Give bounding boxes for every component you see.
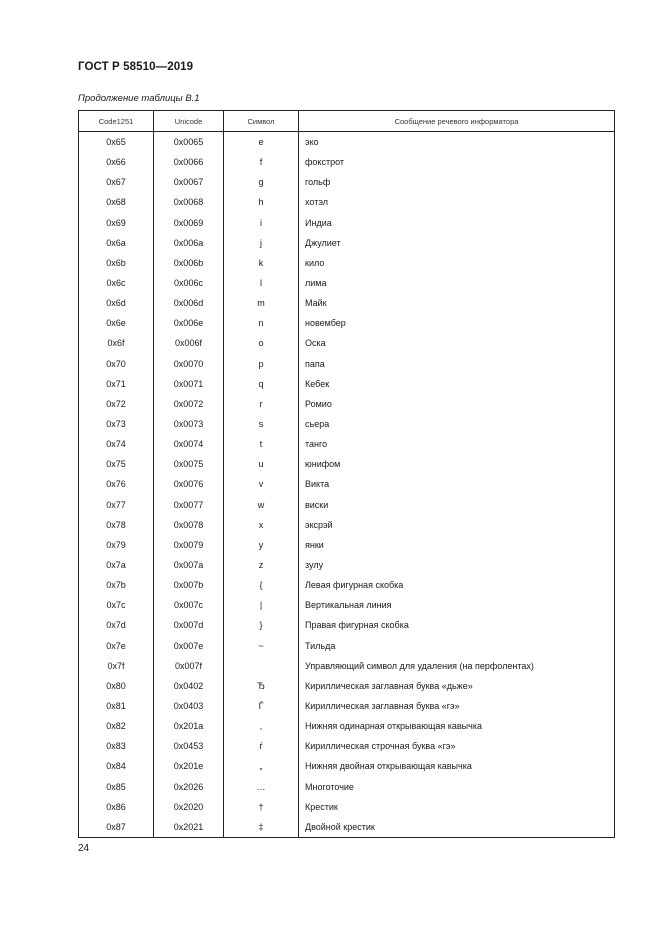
cell-message: папа bbox=[305, 358, 325, 369]
cell-symbol: v bbox=[224, 474, 299, 494]
cell-code1251: 0x6c bbox=[79, 273, 154, 293]
cell-code1251: 0x69 bbox=[79, 213, 154, 233]
cell-symbol: o bbox=[224, 333, 299, 353]
cell-symbol: z bbox=[224, 555, 299, 575]
cell-code1251: 0x7f bbox=[79, 656, 154, 676]
table-row bbox=[79, 736, 614, 756]
cell-unicode: 0x0072 bbox=[154, 394, 224, 414]
cell-symbol: l bbox=[224, 273, 299, 293]
cell-unicode: 0x0065 bbox=[154, 132, 224, 152]
cell-message: Кебек bbox=[305, 378, 330, 389]
header-symbol: Символ bbox=[224, 111, 299, 131]
cell-unicode: 0x0069 bbox=[154, 213, 224, 233]
table-row bbox=[79, 656, 614, 676]
cell-code1251: 0x77 bbox=[79, 495, 154, 515]
page-number: 24 bbox=[78, 843, 90, 854]
cell-message: хотэл bbox=[305, 197, 328, 208]
cell-code1251: 0x87 bbox=[79, 817, 154, 837]
table-row bbox=[79, 273, 614, 293]
cell-code1251: 0x7b bbox=[79, 575, 154, 595]
cell-symbol: m bbox=[224, 293, 299, 313]
cell-unicode: 0x0402 bbox=[154, 676, 224, 696]
table-row bbox=[79, 233, 614, 253]
table-row bbox=[79, 172, 614, 192]
cell-symbol: ѓ bbox=[224, 736, 299, 756]
cell-unicode: 0x007e bbox=[154, 636, 224, 656]
cell-symbol: … bbox=[224, 777, 299, 797]
table-row bbox=[79, 293, 614, 313]
cell-symbol: t bbox=[224, 434, 299, 454]
table-row bbox=[79, 394, 614, 414]
table-row bbox=[79, 253, 614, 273]
cell-code1251: 0x67 bbox=[79, 172, 154, 192]
cell-message: Вертикальная линия bbox=[305, 600, 392, 611]
cell-symbol: † bbox=[224, 797, 299, 817]
table-row bbox=[79, 333, 614, 353]
cell-code1251: 0x66 bbox=[79, 152, 154, 172]
cell-message: Кириллическая заглавная буква «гэ» bbox=[305, 701, 460, 711]
cell-message: Ромио bbox=[305, 398, 332, 409]
table-row bbox=[79, 797, 614, 817]
cell-message: Тильда bbox=[305, 640, 336, 651]
cell-message: юнифом bbox=[305, 459, 341, 470]
table-row bbox=[79, 817, 614, 837]
cell-unicode: 0x2020 bbox=[154, 797, 224, 817]
cell-code1251: 0x65 bbox=[79, 132, 154, 152]
cell-code1251: 0x86 bbox=[79, 797, 154, 817]
table-row bbox=[79, 615, 614, 635]
cell-message: Двойной крестик bbox=[305, 821, 375, 832]
cell-unicode: 0x0073 bbox=[154, 414, 224, 434]
cell-message: гольф bbox=[305, 177, 331, 188]
table-row bbox=[79, 354, 614, 374]
cell-message: Майк bbox=[305, 298, 327, 309]
table-row bbox=[79, 414, 614, 434]
table-row bbox=[79, 313, 614, 333]
cell-message: фокстрот bbox=[305, 157, 345, 168]
cell-code1251: 0x76 bbox=[79, 474, 154, 494]
cell-unicode: 0x007d bbox=[154, 615, 224, 635]
table-caption: Продолжение таблицы В.1 bbox=[78, 93, 200, 104]
cell-unicode: 0x201a bbox=[154, 716, 224, 736]
cell-unicode: 0x007c bbox=[154, 595, 224, 615]
table-row bbox=[79, 636, 614, 656]
table-row bbox=[79, 555, 614, 575]
cell-message: зулу bbox=[305, 560, 324, 571]
cell-symbol: w bbox=[224, 495, 299, 515]
header-code1251: Code1251 bbox=[79, 111, 154, 131]
cell-message: янки bbox=[305, 539, 324, 550]
cell-unicode: 0x007b bbox=[154, 575, 224, 595]
table-row bbox=[79, 696, 614, 716]
cell-unicode: 0x0070 bbox=[154, 354, 224, 374]
cell-symbol: n bbox=[224, 313, 299, 333]
cell-symbol: } bbox=[224, 615, 299, 635]
cell-symbol: j bbox=[224, 233, 299, 253]
cell-message: Многоточие bbox=[305, 781, 354, 792]
cell-code1251: 0x6f bbox=[79, 333, 154, 353]
cell-unicode: 0x0078 bbox=[154, 515, 224, 535]
table-row bbox=[79, 756, 614, 776]
table-row bbox=[79, 575, 614, 595]
cell-code1251: 0x6d bbox=[79, 293, 154, 313]
table-row bbox=[79, 132, 614, 152]
cell-code1251: 0x80 bbox=[79, 676, 154, 696]
cell-code1251: 0x73 bbox=[79, 414, 154, 434]
cell-code1251: 0x7c bbox=[79, 595, 154, 615]
cell-symbol: | bbox=[224, 595, 299, 615]
cell-message: Нижняя одинарная открывающая кавычка bbox=[305, 721, 482, 732]
cell-message: Индиа bbox=[305, 217, 332, 228]
cell-unicode: 0x0076 bbox=[154, 474, 224, 494]
cell-code1251: 0x74 bbox=[79, 434, 154, 454]
table-header bbox=[79, 110, 614, 132]
cell-message: Правая фигурная скобка bbox=[305, 620, 409, 631]
table-row bbox=[79, 535, 614, 555]
cell-unicode: 0x006d bbox=[154, 293, 224, 313]
cell-unicode: 0x007a bbox=[154, 555, 224, 575]
cell-unicode: 0x201e bbox=[154, 756, 224, 776]
table-row bbox=[79, 595, 614, 615]
cell-unicode: 0x0079 bbox=[154, 535, 224, 555]
cell-symbol: { bbox=[224, 575, 299, 595]
cell-code1251: 0x71 bbox=[79, 374, 154, 394]
cell-code1251: 0x78 bbox=[79, 515, 154, 535]
cell-unicode: 0x0071 bbox=[154, 374, 224, 394]
table-row bbox=[79, 515, 614, 535]
header-message: Сообщение речевого информатора bbox=[394, 116, 519, 126]
cell-unicode: 0x0403 bbox=[154, 696, 224, 716]
table-row bbox=[79, 213, 614, 233]
cell-code1251: 0x6a bbox=[79, 233, 154, 253]
cell-unicode: 0x0075 bbox=[154, 454, 224, 474]
cell-symbol: Ђ bbox=[224, 676, 299, 696]
cell-message: Кириллическая заглавная буква «дьже» bbox=[305, 680, 473, 691]
cell-symbol: f bbox=[224, 152, 299, 172]
cell-message: виски bbox=[305, 499, 329, 510]
cell-code1251: 0x82 bbox=[79, 716, 154, 736]
cell-symbol: p bbox=[224, 354, 299, 374]
cell-message: новембер bbox=[305, 318, 346, 329]
document-title: ГОСТ Р 58510—2019 bbox=[78, 61, 194, 73]
cell-code1251: 0x79 bbox=[79, 535, 154, 555]
cell-code1251: 0x84 bbox=[79, 756, 154, 776]
table-row bbox=[79, 434, 614, 454]
cell-unicode: 0x0067 bbox=[154, 172, 224, 192]
header-unicode: Unicode bbox=[154, 111, 224, 131]
cell-symbol: k bbox=[224, 253, 299, 273]
cell-unicode: 0x0077 bbox=[154, 495, 224, 515]
cell-symbol: ‚ bbox=[224, 716, 299, 736]
table-row bbox=[79, 374, 614, 394]
cell-message: экcрэй bbox=[305, 519, 333, 530]
cell-message: Оска bbox=[305, 338, 326, 349]
cell-symbol: r bbox=[224, 394, 299, 414]
cell-symbol: „ bbox=[224, 756, 299, 776]
cell-symbol: e bbox=[224, 132, 299, 152]
cell-unicode: 0x0074 bbox=[154, 434, 224, 454]
cell-message: Викта bbox=[305, 479, 330, 490]
cell-unicode: 0x2026 bbox=[154, 777, 224, 797]
cell-unicode: 0x0068 bbox=[154, 192, 224, 212]
cell-symbol: y bbox=[224, 535, 299, 555]
cell-unicode: 0x006a bbox=[154, 233, 224, 253]
cell-symbol: ~ bbox=[224, 636, 299, 656]
cell-symbol: q bbox=[224, 374, 299, 394]
table-row bbox=[79, 454, 614, 474]
cell-unicode: 0x006b bbox=[154, 253, 224, 273]
cell-code1251: 0x75 bbox=[79, 454, 154, 474]
cell-unicode: 0x006c bbox=[154, 273, 224, 293]
table-row bbox=[79, 192, 614, 212]
cell-symbol: g bbox=[224, 172, 299, 192]
cell-symbol bbox=[224, 656, 299, 676]
cell-message: Нижняя двойная открывающая кавычка bbox=[305, 761, 472, 772]
cell-code1251: 0x85 bbox=[79, 777, 154, 797]
cell-message: Джулиет bbox=[305, 237, 341, 248]
cell-code1251: 0x81 bbox=[79, 696, 154, 716]
cell-message: Кириллическая строчная буква «гэ» bbox=[305, 741, 456, 752]
cell-message: Крестик bbox=[305, 801, 338, 812]
cell-code1251: 0x72 bbox=[79, 394, 154, 414]
cell-symbol: u bbox=[224, 454, 299, 474]
table-row bbox=[79, 495, 614, 515]
table-row bbox=[79, 716, 614, 736]
cell-symbol: Ѓ bbox=[224, 696, 299, 716]
cell-code1251: 0x83 bbox=[79, 736, 154, 756]
cell-message: Управляющий символ для удаления (на перфолентах) bbox=[305, 660, 534, 671]
cell-unicode: 0x007f bbox=[154, 656, 224, 676]
cell-message: сьера bbox=[305, 419, 330, 430]
cell-message: Левая фигурная скобка bbox=[305, 580, 404, 591]
cell-unicode: 0x006e bbox=[154, 313, 224, 333]
cell-symbol: ‡ bbox=[224, 817, 299, 837]
cell-symbol: h bbox=[224, 192, 299, 212]
cell-unicode: 0x2021 bbox=[154, 817, 224, 837]
table-row bbox=[79, 152, 614, 172]
table-row bbox=[79, 474, 614, 494]
cell-message: кило bbox=[305, 257, 325, 268]
table-row bbox=[79, 777, 614, 797]
cell-symbol: i bbox=[224, 213, 299, 233]
cell-code1251: 0x7d bbox=[79, 615, 154, 635]
cell-message: лима bbox=[305, 278, 327, 289]
cell-message: танго bbox=[305, 439, 328, 450]
character-table bbox=[78, 110, 615, 838]
cell-code1251: 0x68 bbox=[79, 192, 154, 212]
cell-unicode: 0x006f bbox=[154, 333, 224, 353]
cell-code1251: 0x7a bbox=[79, 555, 154, 575]
cell-code1251: 0x7e bbox=[79, 636, 154, 656]
table-body bbox=[79, 132, 614, 837]
table-row bbox=[79, 676, 614, 696]
cell-code1251: 0x70 bbox=[79, 354, 154, 374]
cell-unicode: 0x0066 bbox=[154, 152, 224, 172]
cell-symbol: x bbox=[224, 515, 299, 535]
cell-unicode: 0x0453 bbox=[154, 736, 224, 756]
cell-symbol: s bbox=[224, 414, 299, 434]
cell-message: эко bbox=[305, 137, 319, 148]
cell-code1251: 0x6b bbox=[79, 253, 154, 273]
cell-code1251: 0x6e bbox=[79, 313, 154, 333]
